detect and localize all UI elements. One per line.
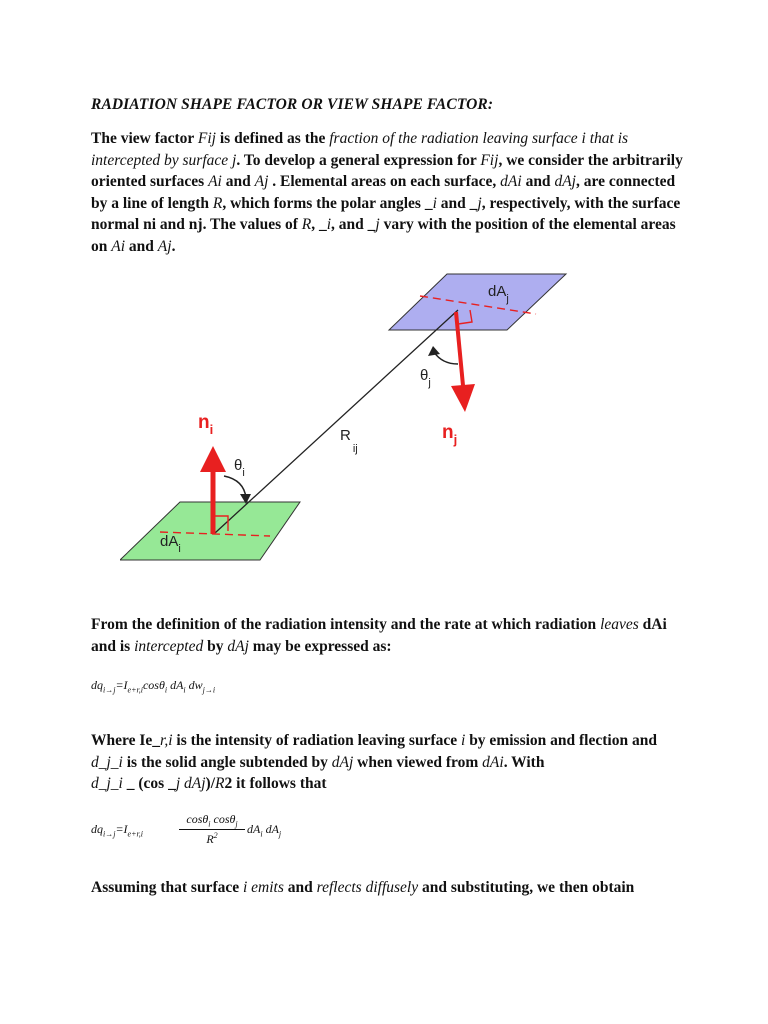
text-run: , and _ <box>331 216 376 234</box>
text-run: is defined as the <box>216 130 330 147</box>
intensity-paragraph <box>91 614 691 657</box>
text-run: d_j_i <box>91 753 123 771</box>
eq-run: dq <box>91 678 103 692</box>
text-run: . <box>171 237 176 255</box>
text-run: , we consider the arbitrarily oriented surfaces <box>91 151 683 191</box>
eq-sub: e+r,i <box>127 685 143 695</box>
text-run: j <box>375 216 380 234</box>
text-run: fraction of the radiation leaving surface i that is intercepted by surface j <box>91 130 629 169</box>
eq-run: dw <box>185 678 203 692</box>
text-run: Fij <box>197 130 216 147</box>
text-run: may be expressed as: <box>248 637 392 655</box>
text-run: , are connected by a line of length <box>91 173 676 212</box>
text-run: Assuming that surface <box>91 879 243 896</box>
eq-sub: i <box>183 685 186 695</box>
text-run: dAi <box>482 753 504 771</box>
text-run: j <box>477 194 482 212</box>
text-run: , _ <box>311 216 327 234</box>
text-run: dAj <box>227 637 249 655</box>
text-run: From the definition of the radiation intensity and the rate at which radiation <box>91 616 601 633</box>
eq-sub: i <box>260 829 263 839</box>
text-run: , respectively, with the surface normal <box>91 194 681 234</box>
eq-sup: 2 <box>213 831 218 841</box>
eq-run: dA <box>262 822 279 836</box>
eq-sub: j <box>278 829 282 839</box>
eq2-denominator <box>179 830 245 847</box>
text-run: . To develop a general expression for <box>236 151 481 169</box>
text-run: Fij <box>480 151 499 169</box>
eq-sub: i→j <box>103 685 116 695</box>
eq-run: cosθ <box>186 812 209 826</box>
label-dAj: $dA_j$ <box>488 283 509 305</box>
eq-run: dA <box>167 678 184 692</box>
eq-run: R <box>206 832 214 847</box>
label-dAi: $dA_i$ <box>160 533 181 555</box>
text-run: Where Ie_ <box>91 732 161 749</box>
text-run: and _ <box>436 194 478 212</box>
eq-sub: i <box>208 819 211 829</box>
equation-2 <box>91 812 351 852</box>
eq-run: dq <box>91 822 103 836</box>
angle-arc-theta-j-head <box>428 346 440 356</box>
upper-plane-dAj <box>389 274 566 330</box>
text-run: )/ <box>205 775 216 793</box>
eq-run: cosθ <box>210 812 236 826</box>
text-run: d_j_i <box>91 775 123 793</box>
eq-sub: i <box>164 685 168 695</box>
text-run: and <box>283 879 317 896</box>
text-run: i <box>461 732 466 749</box>
eq-run: cosθ <box>142 678 165 692</box>
label-ni: $n_i$ <box>198 412 214 437</box>
text-run: r,i <box>160 732 173 749</box>
text-run: R <box>215 775 225 793</box>
equation-1 <box>91 678 215 694</box>
lower-plane-dAi <box>120 502 300 560</box>
text-run: dAj <box>554 173 576 191</box>
eq2-fraction <box>179 812 245 847</box>
eq2-lhs <box>91 822 143 838</box>
text-run: leaves <box>600 616 639 633</box>
text-run: is the solid angle subtended by <box>122 753 332 771</box>
label-theta-i: $\theta_i$ <box>234 457 245 479</box>
text-run: j dAj <box>175 775 206 793</box>
text-run: and substituting, we then obtain <box>418 879 635 896</box>
text-run: _ (cos _ <box>122 775 176 793</box>
text-run: Ai <box>111 237 126 255</box>
text-run: vary with the position of the elemental areas on <box>91 216 676 255</box>
eq-sub: j <box>235 819 238 829</box>
text-run: and <box>125 237 158 255</box>
eq-run: =I <box>115 822 128 836</box>
text-run: The view factor <box>91 130 198 147</box>
eq-run: =I <box>115 678 128 692</box>
eq-sub: e+r,i <box>127 829 143 839</box>
solid-angle-paragraph <box>91 730 691 795</box>
text-run: and <box>221 173 255 191</box>
eq-run: dA <box>247 822 261 836</box>
normal-arrowhead-ni <box>200 446 226 472</box>
text-run: , which forms the polar angles _ <box>222 194 433 212</box>
text-run: by <box>203 637 228 655</box>
connecting-line-R <box>215 310 458 533</box>
eq2-rhs <box>247 822 281 838</box>
text-run: Ai <box>208 173 222 191</box>
text-run: dAj <box>331 753 354 771</box>
text-run: dAi <box>500 173 522 191</box>
label-theta-j: $\theta_j$ <box>420 367 431 389</box>
text-run: i <box>432 194 437 212</box>
diffuse-paragraph <box>91 877 691 899</box>
text-run: R <box>301 216 312 234</box>
text-run: reflects diffusely <box>316 879 419 896</box>
text-run: when viewed from <box>353 753 483 771</box>
text-run: by emission and flection and <box>465 732 657 749</box>
text-run: is the intensity of radiation leaving surface <box>172 732 461 749</box>
text-run: . Elemental areas on each surface, <box>268 173 501 191</box>
normal-arrowhead-nj <box>451 384 475 412</box>
text-run: dAi and is <box>91 616 667 655</box>
text-run: and <box>521 173 555 191</box>
text-run: intercepted <box>134 637 204 655</box>
intro-paragraph <box>91 128 691 258</box>
eq-sub: j→i <box>202 685 216 695</box>
section-heading: RADIATION SHAPE FACTOR OR VIEW SHAPE FACTOR: <box>91 96 494 113</box>
text-run: 2 it follows that <box>224 775 327 793</box>
text-run: i emits <box>243 879 284 896</box>
text-run: i <box>326 216 332 234</box>
eq-sub: i→j <box>103 829 116 839</box>
label-Rij: $R_{ij}$ <box>340 427 358 455</box>
text-run: ni <box>143 216 157 234</box>
text-run: . With <box>503 753 545 771</box>
label-nj: $n_j$ <box>442 422 458 447</box>
eq2-numerator <box>179 812 245 830</box>
text-run: nj <box>188 216 203 234</box>
text-run: . The values of <box>202 216 302 234</box>
text-run: Aj <box>254 173 269 191</box>
view-factor-figure <box>120 268 580 578</box>
text-run: R <box>212 194 223 212</box>
text-run: Aj <box>157 237 172 255</box>
text-run: and <box>156 216 189 234</box>
